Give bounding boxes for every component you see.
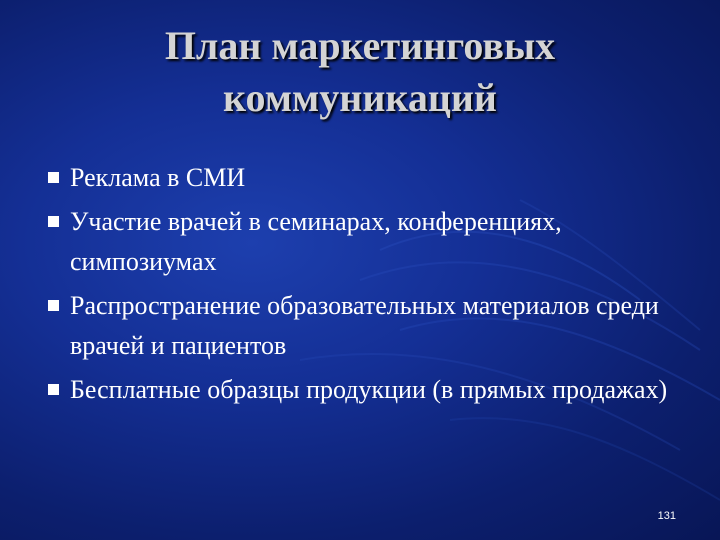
list-item	[48, 370, 688, 410]
square-bullet-icon	[48, 216, 59, 227]
bullet-list	[48, 158, 688, 414]
square-bullet-icon	[48, 384, 59, 395]
list-item	[48, 286, 688, 366]
list-item	[48, 158, 688, 198]
square-bullet-icon	[48, 300, 59, 311]
list-item-text: Распространение образовательных материалов среди врачей и пациентов	[70, 291, 659, 360]
slide-title-line-2: коммуникаций	[223, 75, 497, 120]
list-item	[48, 202, 688, 282]
slide-title	[60, 20, 660, 124]
square-bullet-icon	[48, 172, 59, 183]
list-item-text: Участие врачей в семинарах, конференциях, симпозиумах	[70, 207, 562, 276]
page-number: 131	[657, 510, 676, 522]
list-item-text: Реклама в СМИ	[70, 163, 246, 192]
list-item-text: Бесплатные образцы продукции (в прямых продажах)	[70, 375, 668, 404]
slide-title-line-1: План маркетинговых	[164, 23, 556, 68]
